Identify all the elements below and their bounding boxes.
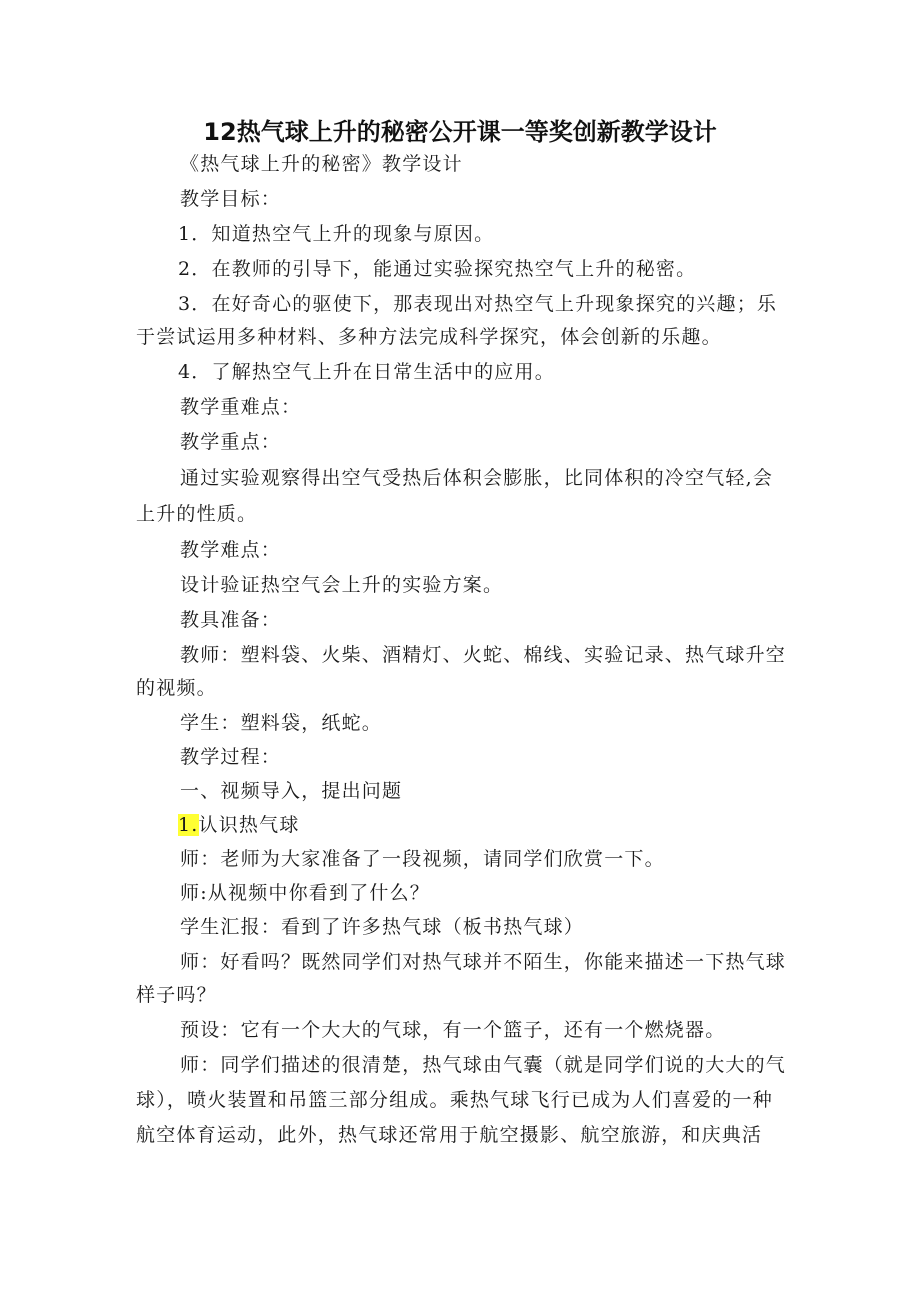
paragraph-line: 航空体育运动，此外，热气球还常用于航空摄影、航空旅游，和庆典活 [136, 1124, 763, 1146]
paragraph-line: 学生汇报：看到了许多热气球（板书热气球） [180, 916, 585, 938]
paragraph-line: 于尝试运用多种材料、多种方法完成科学探究，体会创新的乐趣。 [136, 326, 722, 348]
section-heading: 教学过程： [180, 746, 282, 768]
paragraph-line: 4．了解热空气上升在日常生活中的应用。 [178, 361, 555, 383]
paragraph-line: 2．在教师的引导下，能通过实验探究热空气上升的秘密。 [178, 258, 697, 280]
paragraph-line: 师：好看吗？既然同学们对热气球并不陌生，你能来描述一下热气球 [180, 951, 787, 973]
paragraph-line: 3．在好奇心的驱使下，那表现出对热空气上升现象探究的兴趣；乐 [178, 293, 778, 315]
subsection-label: 认识热气球 [198, 814, 300, 836]
section-heading: 教学难点： [180, 539, 282, 561]
subsection-heading [178, 813, 300, 837]
section-heading: 一、视频导入，提出问题 [180, 780, 403, 802]
subtitle: 《热气球上升的秘密》教学设计 [180, 153, 463, 175]
paragraph-line: 师：同学们描述的很清楚，热气球由气囊（就是同学们说的大大的气 [180, 1054, 787, 1076]
paragraph-line: 预设：它有一个大大的气球，有一个篮子，还有一个燃烧器。 [180, 1019, 726, 1041]
paragraph-line: 设计验证热空气会上升的实验方案。 [180, 574, 504, 596]
paragraph-line: 1．知道热空气上升的现象与原因。 [178, 223, 495, 245]
paragraph-line: 通过实验观察得出空气受热后体积会膨胀，比同体积的冷空气轻,会 [180, 467, 774, 489]
section-heading: 教学目标： [180, 188, 282, 210]
document-title: 12热气球上升的秘密公开课一等奖创新教学设计 [203, 118, 717, 146]
paragraph-line: 师:从视频中你看到了什么？ [180, 882, 431, 904]
paragraph-line: 学生：塑料袋，纸蛇。 [180, 712, 383, 734]
paragraph-line: 教师：塑料袋、火柴、酒精灯、火蛇、棉线、实验记录、热气球升空 [180, 644, 787, 666]
paragraph-line: 球），喷火装置和吊篮三部分组成。乘热气球飞行已成为人们喜爱的一种 [136, 1089, 773, 1111]
paragraph-line: 样子吗？ [136, 984, 217, 1006]
paragraph-line: 的视频。 [136, 677, 217, 699]
paragraph-line: 师：老师为大家准备了一段视频，请同学们欣赏一下。 [180, 848, 665, 870]
section-heading: 教具准备： [180, 609, 282, 631]
section-heading: 教学重难点： [180, 396, 302, 418]
paragraph-line: 上升的性质。 [136, 503, 258, 525]
section-heading: 教学重点： [180, 431, 282, 453]
highlighted-number: 1. [178, 814, 199, 836]
